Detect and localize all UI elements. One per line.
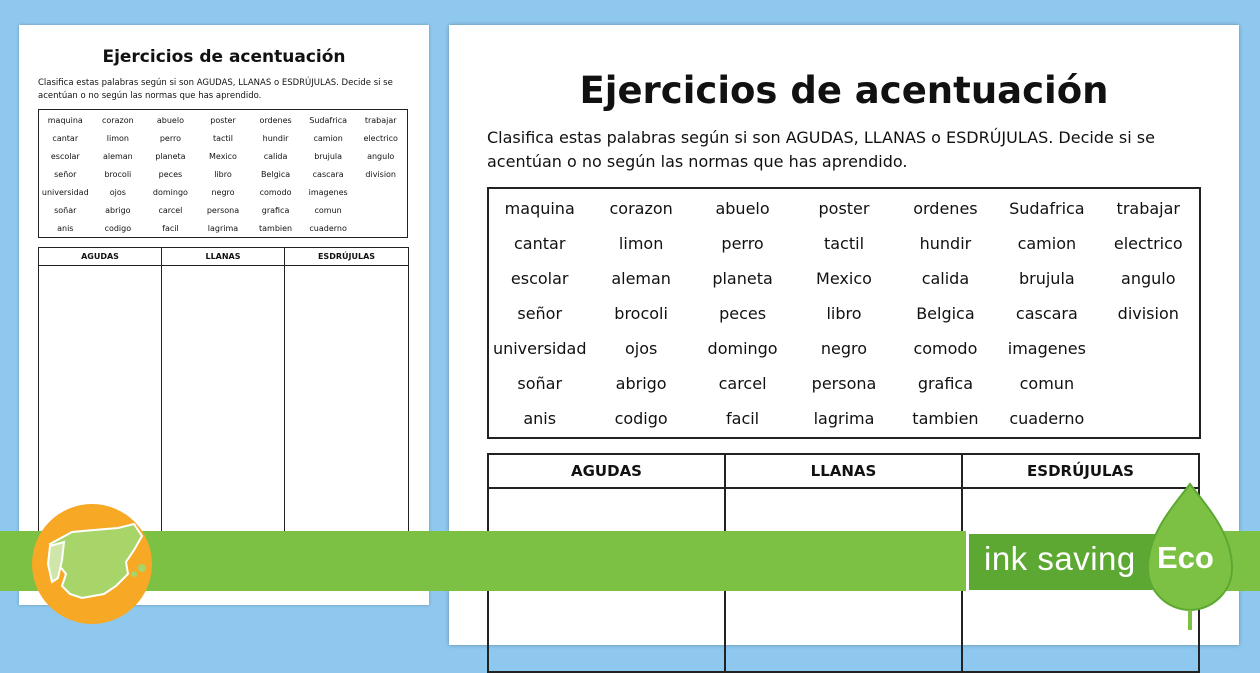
word: domingo bbox=[707, 339, 778, 358]
word: abrigo bbox=[615, 374, 667, 393]
word: ordenes bbox=[259, 116, 292, 125]
word: trabajar bbox=[1116, 199, 1180, 218]
word: Sudafrica bbox=[309, 116, 348, 125]
word: planeta bbox=[155, 152, 186, 161]
word: brujula bbox=[314, 152, 343, 161]
word bbox=[354, 220, 407, 238]
word: electrico bbox=[1113, 234, 1183, 253]
word: carcel bbox=[718, 374, 767, 393]
word: ojos bbox=[624, 339, 658, 358]
word: lagrima bbox=[813, 409, 875, 428]
word: grafica bbox=[261, 206, 290, 215]
word: peces bbox=[158, 170, 183, 179]
word: limon bbox=[106, 134, 129, 143]
word: Belgica bbox=[916, 304, 975, 323]
word: anis bbox=[57, 224, 74, 233]
word: abuelo bbox=[715, 199, 770, 218]
word: comun bbox=[1019, 374, 1075, 393]
word: ordenes bbox=[913, 199, 978, 218]
word: camion bbox=[313, 134, 343, 143]
word: cuaderno bbox=[309, 224, 347, 233]
word: universidad bbox=[41, 188, 89, 197]
word: soñar bbox=[517, 374, 563, 393]
word: libro bbox=[826, 304, 862, 323]
column-header-llanas: LLANAS bbox=[726, 455, 963, 489]
word: division bbox=[365, 170, 397, 179]
word-box bbox=[487, 187, 1201, 439]
word: imagenes bbox=[308, 188, 348, 197]
word: brujula bbox=[1018, 269, 1075, 288]
word: angulo bbox=[367, 152, 395, 161]
word: cuaderno bbox=[1009, 409, 1085, 428]
word: universidad bbox=[492, 339, 587, 358]
word: brocoli bbox=[104, 170, 132, 179]
column-header-agudas: AGUDAS bbox=[489, 455, 726, 489]
word: Belgica bbox=[260, 170, 291, 179]
word: escolar bbox=[50, 152, 80, 161]
word: hundir bbox=[262, 134, 289, 143]
word: poster bbox=[210, 116, 236, 125]
word: codigo bbox=[614, 409, 668, 428]
word bbox=[354, 202, 407, 220]
eco-badge: Eco bbox=[1157, 540, 1214, 575]
word: corazon bbox=[102, 116, 134, 125]
word: señor bbox=[517, 304, 563, 323]
word bbox=[1098, 401, 1199, 436]
word bbox=[1098, 366, 1199, 401]
word: comodo bbox=[259, 188, 292, 197]
word: perro bbox=[721, 234, 764, 253]
word: soñar bbox=[54, 206, 77, 215]
word: camion bbox=[1017, 234, 1077, 253]
word: carcel bbox=[158, 206, 183, 215]
word: abrigo bbox=[105, 206, 131, 215]
word: persona bbox=[811, 374, 877, 393]
column-header-llanas: LLANAS bbox=[162, 248, 285, 266]
word: negro bbox=[820, 339, 868, 358]
column-cell-esdrujulas bbox=[285, 266, 408, 553]
word: grafica bbox=[917, 374, 974, 393]
word: aleman bbox=[611, 269, 671, 288]
word: calida bbox=[263, 152, 288, 161]
word: lagrima bbox=[207, 224, 239, 233]
word: persona bbox=[206, 206, 240, 215]
word: maquina bbox=[47, 116, 83, 125]
word: codigo bbox=[104, 224, 132, 233]
word: Mexico bbox=[816, 269, 872, 288]
word: perro bbox=[159, 134, 181, 143]
word: señor bbox=[54, 170, 77, 179]
column-header-esdrujulas: ESDRÚJULAS bbox=[963, 455, 1198, 489]
word: ojos bbox=[109, 188, 126, 197]
word: libro bbox=[214, 170, 232, 179]
word: cantar bbox=[514, 234, 566, 253]
column-cell-llanas bbox=[162, 266, 285, 553]
word: facil bbox=[162, 224, 179, 233]
word: poster bbox=[818, 199, 870, 218]
instruction-text: Clasifica estas palabras según si son AGUDAS, LLANAS o ESDRÚJULAS. Decide si se acentúan o no según las normas que has aprendido. bbox=[487, 128, 1155, 171]
word bbox=[354, 184, 407, 202]
column-header-esdrujulas: ESDRÚJULAS bbox=[285, 248, 408, 266]
word: aleman bbox=[102, 152, 133, 161]
word: Sudafrica bbox=[1009, 199, 1085, 218]
word bbox=[1098, 331, 1199, 366]
word: maquina bbox=[504, 199, 575, 218]
word: negro bbox=[211, 188, 235, 197]
word: tambien bbox=[259, 224, 293, 233]
word: planeta bbox=[712, 269, 773, 288]
spain-map-icon bbox=[30, 502, 154, 626]
word: domingo bbox=[152, 188, 188, 197]
word: imagenes bbox=[1007, 339, 1086, 358]
word: facil bbox=[726, 409, 760, 428]
word: corazon bbox=[609, 199, 673, 218]
column-header-agudas: AGUDAS bbox=[39, 248, 162, 266]
word: angulo bbox=[1121, 269, 1176, 288]
word: electrico bbox=[363, 134, 398, 143]
word: anis bbox=[523, 409, 557, 428]
word: limon bbox=[618, 234, 664, 253]
word: brocoli bbox=[614, 304, 668, 323]
ink-saving-label: ink saving bbox=[984, 540, 1136, 577]
word: escolar bbox=[510, 269, 569, 288]
word: calida bbox=[921, 269, 970, 288]
word: trabajar bbox=[364, 116, 397, 125]
thumbnail-title: Ejercicios de acentuación bbox=[102, 47, 346, 67]
word: tactil bbox=[823, 234, 865, 253]
page-title: Ejercicios de acentuación bbox=[579, 69, 1109, 112]
thumbnail-word-box bbox=[38, 109, 408, 238]
word: peces bbox=[719, 304, 767, 323]
word: tambien bbox=[912, 409, 979, 428]
word: comun bbox=[314, 206, 342, 215]
word: division bbox=[1117, 304, 1179, 323]
word: Mexico bbox=[209, 152, 237, 161]
word: hundir bbox=[919, 234, 972, 253]
thumbnail-instruction: Clasifica estas palabras según si son AGUDAS, LLANAS o ESDRÚJULAS. Decide si se acentúan o no según las normas que has aprendido. bbox=[38, 78, 393, 101]
word: cascara bbox=[1015, 304, 1078, 323]
word: tactil bbox=[212, 134, 233, 143]
word: cantar bbox=[52, 134, 79, 143]
word: abuelo bbox=[156, 116, 184, 125]
word: comodo bbox=[913, 339, 978, 358]
word: cascara bbox=[312, 170, 344, 179]
